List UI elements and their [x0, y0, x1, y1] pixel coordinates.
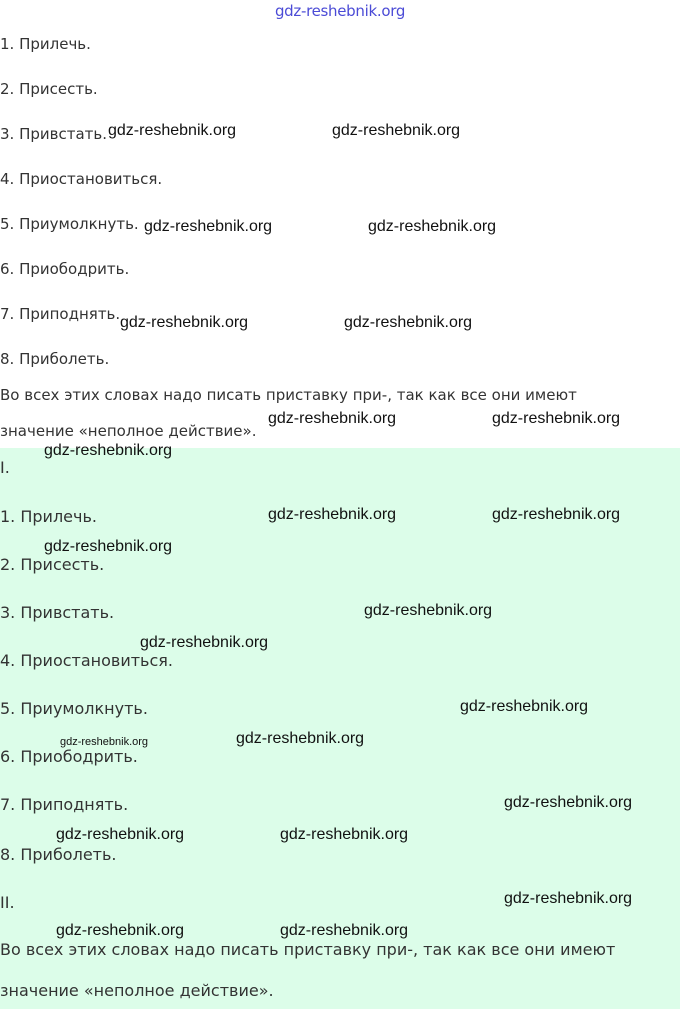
- watermark: gdz-reshebnik.org: [120, 314, 249, 331]
- watermark: gdz-reshebnik.org: [492, 506, 621, 523]
- answer-line-6: 6. Приободрить.: [0, 260, 130, 278]
- watermark: gdz-reshebnik.org: [364, 602, 493, 619]
- watermark: gdz-reshebnik.org: [504, 794, 633, 811]
- answer-line-4: 4. Приостановиться.: [0, 170, 163, 188]
- watermark: gdz-reshebnik.org: [332, 122, 461, 139]
- answer-line-8: 8. Приболеть.: [0, 350, 110, 368]
- answer-line-8: 8. Приболеть.: [0, 845, 117, 864]
- answer-section-plain: [0, 0, 680, 448]
- watermark: gdz-reshebnik.org: [44, 538, 173, 555]
- watermark: gdz-reshebnik.org: [236, 730, 365, 747]
- watermark: gdz-reshebnik.org: [344, 314, 473, 331]
- part-1-label: I.: [0, 458, 10, 477]
- watermark: gdz-reshebnik.org: [268, 506, 397, 523]
- watermark: gdz-reshebnik.org: [140, 634, 269, 651]
- answer-line-2: 2. Присесть.: [0, 80, 98, 98]
- answer-line-5: 5. Приумолкнуть.: [0, 215, 139, 233]
- watermark: gdz-reshebnik.org: [144, 218, 273, 235]
- watermark: gdz-reshebnik.org: [56, 826, 185, 843]
- watermark: gdz-reshebnik.org: [268, 410, 397, 427]
- header-watermark: gdz-reshebnik.org: [274, 2, 406, 20]
- conclusion-line-1: Во всех этих словах надо писать приставку при-, так как все они имеют: [0, 940, 616, 959]
- conclusion-line-2: значение «неполное действие».: [0, 981, 274, 1000]
- answer-line-7: 7. Приподнять.: [0, 795, 129, 814]
- watermark: gdz-reshebnik.org: [56, 922, 185, 939]
- answer-line-1: 1. Прилечь.: [0, 507, 97, 526]
- conclusion-line-1: Во всех этих словах надо писать приставку при-, так как все они имеют: [0, 386, 577, 404]
- watermark: gdz-reshebnik.org: [60, 736, 149, 748]
- watermark: gdz-reshebnik.org: [460, 698, 589, 715]
- watermark: gdz-reshebnik.org: [280, 826, 409, 843]
- watermark: gdz-reshebnik.org: [368, 218, 497, 235]
- answer-line-6: 6. Приободрить.: [0, 747, 138, 766]
- answer-line-5: 5. Приумолкнуть.: [0, 699, 148, 718]
- answer-line-3: 3. Привстать.: [0, 125, 107, 143]
- watermark: gdz-reshebnik.org: [44, 442, 173, 459]
- watermark: gdz-reshebnik.org: [108, 122, 237, 139]
- part-2-label: II.: [0, 893, 15, 912]
- conclusion-line-2: значение «неполное действие».: [0, 422, 257, 440]
- watermark: gdz-reshebnik.org: [280, 922, 409, 939]
- watermark: gdz-reshebnik.org: [492, 410, 621, 427]
- watermark: gdz-reshebnik.org: [504, 890, 633, 907]
- answer-line-2: 2. Присесть.: [0, 555, 105, 574]
- answer-line-7: 7. Приподнять.: [0, 305, 121, 323]
- answer-line-4: 4. Приостановиться.: [0, 651, 173, 670]
- answer-line-3: 3. Привстать.: [0, 603, 115, 622]
- answer-line-1: 1. Прилечь.: [0, 35, 91, 53]
